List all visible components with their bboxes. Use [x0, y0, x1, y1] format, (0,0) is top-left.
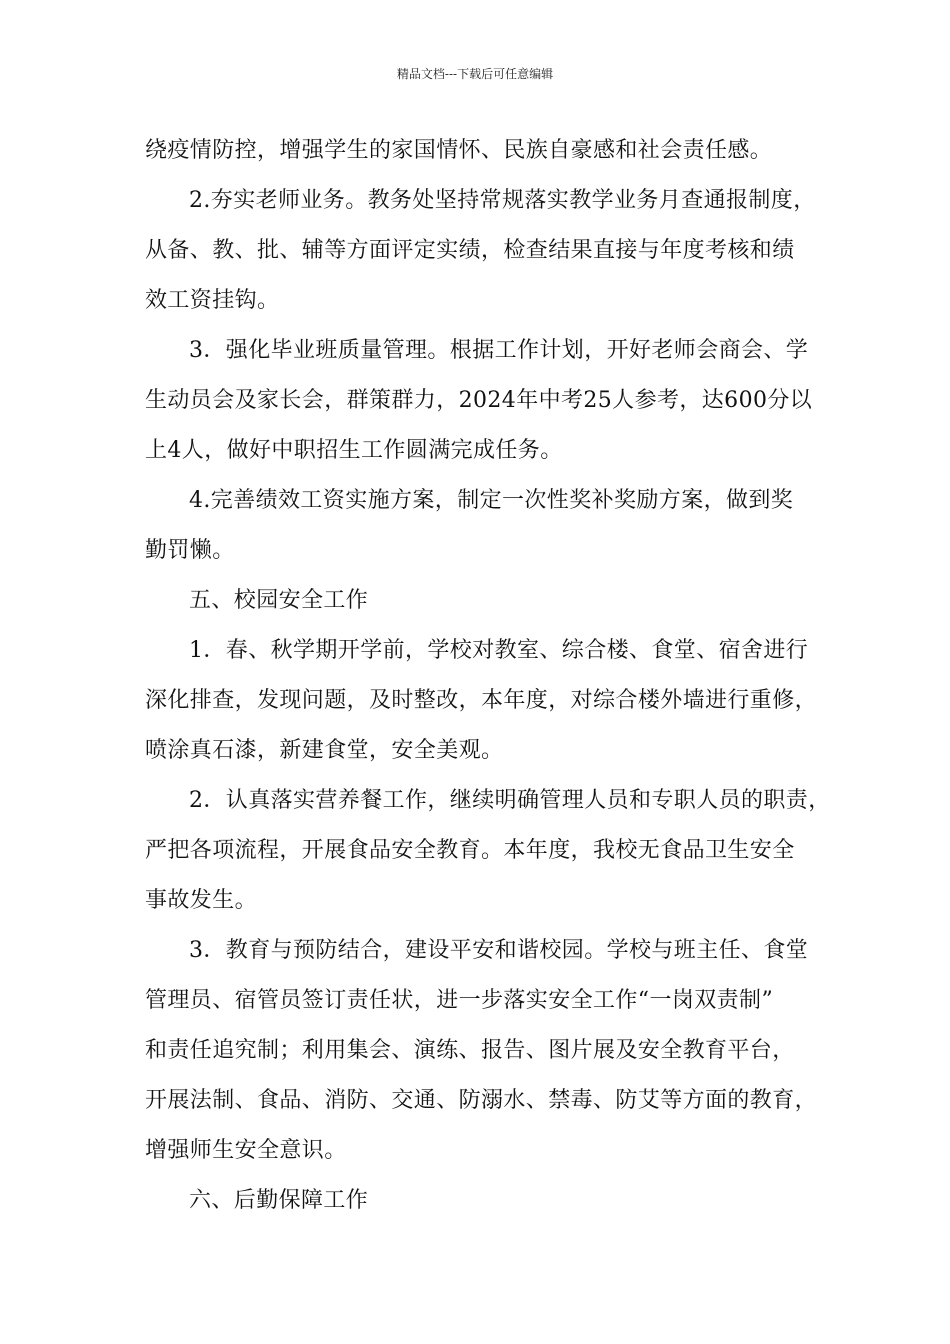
text-line: 4.完善绩效工资实施方案，制定一次性奖补奖励方案，做到奖	[189, 488, 794, 513]
text-line: 上4人，做好中职招生工作圆满完成任务。	[145, 438, 563, 463]
text-line: 事故发生。	[145, 888, 258, 913]
text-line: 3．强化毕业班质量管理。根据工作计划，开好老师会商会、学	[189, 338, 809, 363]
paragraph-safety-education	[145, 926, 818, 1176]
text-line: 和责任追究制；利用集会、演练、报告、图片展及安全教育平台，	[145, 1038, 795, 1063]
text-line: 2.夯实老师业务。教务处坚持常规落实教学业务月查通报制度，	[189, 188, 816, 213]
paragraph-continuation	[145, 126, 815, 176]
text-line: 1．春、秋学期开学前，学校对教室、综合楼、食堂、宿舍进行	[189, 638, 809, 663]
paragraph-graduating-class	[145, 326, 815, 476]
text-line: 勤罚懒。	[145, 538, 235, 563]
text-line: 生动员会及家长会，群策群力，2024年中考25人参考，达600分以	[145, 388, 813, 413]
text-line: 绕疫情防控，增强学生的家国情怀、民族自豪感和社会责任感。	[145, 138, 773, 163]
text-line: 增强师生安全意识。	[145, 1138, 347, 1163]
section-heading-logistics	[145, 1176, 815, 1226]
text-line: 严把各项流程，开展食品安全教育。本年度，我校无食品卫生安全	[145, 838, 795, 863]
text-line: 效工资挂钩。	[145, 288, 280, 313]
text-line: 从备、教、批、辅等方面评定实绩，检查结果直接与年度考核和绩	[145, 238, 795, 263]
page-header: 精品文档---下载后可任意编辑	[396, 67, 554, 81]
paragraph-nutrition-meals	[145, 776, 831, 926]
document-body	[145, 126, 831, 1226]
paragraph-performance-pay	[145, 476, 815, 576]
text-line: 3．教育与预防结合，建设平安和谐校园。学校与班主任、食堂	[189, 938, 809, 963]
paragraph-teacher-duties	[145, 176, 815, 326]
text-line: 2．认真落实营养餐工作，继续明确管理人员和专职人员的职责，	[189, 788, 831, 813]
heading-text: 六、后勤保障工作	[189, 1188, 369, 1213]
paragraph-facility-inspection	[145, 626, 818, 776]
text-line: 喷涂真石漆，新建食堂，安全美观。	[145, 738, 504, 763]
text-line: 管理员、宿管员签订责任状，进一步落实安全工作“一岗双责制”	[145, 988, 774, 1013]
text-line: 深化排查，发现问题，及时整改，本年度，对综合楼外墙进行重修，	[145, 688, 818, 713]
heading-text: 五、校园安全工作	[189, 588, 369, 613]
section-heading-campus-safety	[145, 576, 815, 626]
text-line: 开展法制、食品、消防、交通、防溺水、禁毒、防艾等方面的教育，	[145, 1088, 818, 1113]
